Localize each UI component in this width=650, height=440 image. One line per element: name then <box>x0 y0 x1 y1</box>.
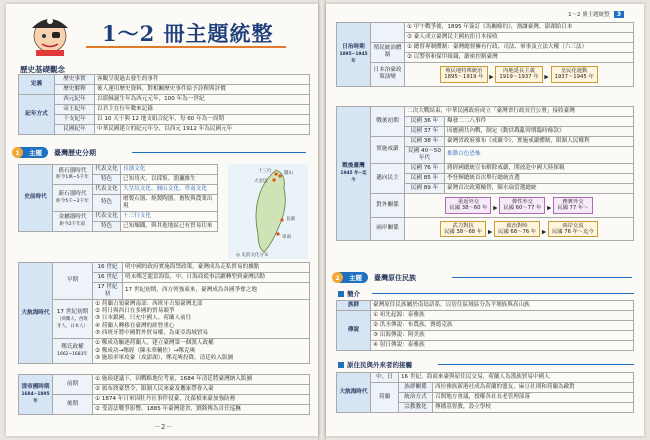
cross-label: 兩岸關係 <box>371 217 405 241</box>
site-marker <box>278 174 281 177</box>
running-header-title: 1～2 冊主題統整 <box>568 12 610 18</box>
foreign-box: 重返外交 民國 38～60 年 <box>445 197 491 214</box>
intro-value: ② 洪水傳說：布農族、賽德克族 <box>371 320 634 330</box>
cal-key: 民國紀年 <box>55 124 95 134</box>
map-caption: ◎ 史前文化分布 <box>236 253 269 258</box>
roc-value: 臺灣首次政黨輪替，陳水扁當選總統 <box>445 183 634 193</box>
period-key: 特色 <box>93 174 121 184</box>
dutch-label: 17 世紀初期 （荷蘭人、西班牙人、日本人） <box>53 299 93 338</box>
site-marker <box>272 178 275 181</box>
roc-value: 二次大戰結束，中華民國政府成立「臺灣省行政長官公署」接收臺灣 <box>405 107 634 117</box>
qing-value: ② 受清法戰爭影響，1885 年臺灣建省，劉銘傳為首任巡撫 <box>93 404 310 414</box>
foreigners-sub: 族群關係 <box>399 382 433 392</box>
voyage-sub: 16 世紀 <box>93 263 123 273</box>
foreigners-sub: 宗教教化 <box>399 402 433 412</box>
roc-key: 邁向民主 <box>371 163 405 193</box>
period-key: 代表文化 <box>93 211 121 221</box>
roc-year: 民國 37 年 <box>405 126 445 136</box>
topic1-number: 1 <box>12 147 23 158</box>
intro-value: ④ 射日傳說：泰雅族 <box>371 340 634 350</box>
map-label: 圓山 <box>284 171 293 176</box>
period-key: 特色 <box>93 194 121 211</box>
cal-key: 干支紀年 <box>55 114 95 124</box>
japan-policy-flow <box>405 62 634 86</box>
zheng-points: ① 鄭成功驅逐荷蘭人，建立臺灣第一個漢人政權 ② 鄭成功→鄭經（陳永華輔佐）→鄭克塽 ③ 施琅率軍攻臺（攻澎湖），鄭克塽投降，清廷收入版圖 <box>93 339 310 364</box>
definition-label: 定義 <box>19 75 55 95</box>
cal-value: 以君主在位年數來記錄 <box>95 104 310 114</box>
arrow-right-icon: ▶ <box>493 205 498 212</box>
topic1-title: 臺灣歷史分期 <box>54 148 96 157</box>
period-key: 特色 <box>93 221 121 231</box>
right-page <box>326 4 644 436</box>
square-bullet-icon <box>338 291 344 297</box>
intro-key: 族群 <box>337 301 371 311</box>
map-label: 十三行 <box>258 169 272 174</box>
period-name: 新石器時代 距今5千~2千年 <box>53 184 93 211</box>
policy-box: 內地延長主義 1919～1937 年 <box>495 66 542 83</box>
roc-value: 臺灣省政府頒布《戒嚴令》，實施戒嚴體制，限制人民權利 <box>445 136 634 146</box>
topic2-rule <box>452 277 632 278</box>
roc-table <box>336 106 634 241</box>
arrow-right-icon: ▶ <box>487 228 493 235</box>
site-marker <box>274 172 277 175</box>
roc-key: 實施戒嚴 <box>371 136 405 163</box>
arrow-right-icon: ▶ <box>489 74 494 81</box>
history-interp-text: 後人運用歷史資料，對相關歷史事件給予詮釋與評價 <box>95 84 310 94</box>
calendar-label: 紀年方式 <box>19 94 55 134</box>
topic1-bar <box>12 147 312 158</box>
intro-table <box>336 300 634 351</box>
japan-table <box>336 22 634 87</box>
history-event-label: 歷史事實 <box>55 75 95 85</box>
foreign-label: 對外關係 <box>371 193 405 217</box>
policy-box: 皇民化運動 1937～1945 年 <box>551 66 598 83</box>
intro-value: 臺灣原住民族屬於南島語系，以居住區域區分為平埔族與高山族 <box>371 301 634 311</box>
map-label: 卑南 <box>282 235 291 240</box>
site-marker <box>280 218 283 221</box>
intro-value: ① 祖先起源：泰雅族 <box>371 310 634 320</box>
intro-key: 傳說 <box>337 310 371 350</box>
basics-table <box>18 74 310 135</box>
period-value: 大坌坑文化、圓山文化、卑南文化 <box>121 184 218 194</box>
foreigners-value: 傳播基督教，設立學校 <box>433 402 634 412</box>
period-value: 長濱文化 <box>121 165 218 175</box>
running-header <box>568 10 624 18</box>
japan-value: ① 甲午戰爭後，1895 年簽訂《馬關條約》，割讓臺灣、澎湖給日本 <box>405 23 634 33</box>
arrow-right-icon: ▶ <box>547 205 552 212</box>
voyage-value: 17 世紀初期，西方列強東來，臺灣成為各國爭奪之地 <box>123 282 310 299</box>
qing-value: ② 頒布渡臺禁令，限制人民來臺及攜家帶眷入臺 <box>93 384 310 394</box>
topic2-number: 2 <box>332 272 343 283</box>
dutch-points: ① 荷蘭占領臺灣南部：西班牙占領臺灣北部 ② 荷日與西日在多國的貿易競爭 ③ 日本鎖國，只允中國人、荷蘭人前往 ④ 荷蘭人轉移在臺灣的經營重心 ⑤ 西班牙將中國對外貿易權，為東亞海域貿易 <box>93 299 310 338</box>
japan-key: 殖民統治體制 <box>371 42 405 62</box>
arrow-right-icon: ▶ <box>544 74 549 81</box>
foreign-flow <box>405 193 634 217</box>
pirate-mascot-icon <box>26 8 74 56</box>
voyage-sub: 17 世紀初 <box>93 282 123 299</box>
arrow-right-icon: ▶ <box>541 228 547 235</box>
qing-table <box>18 374 310 415</box>
intro-heading: 簡介 <box>338 289 360 298</box>
map-label: 長濱 <box>286 217 295 222</box>
cross-box: 武力對抗 民國 38～68 年 <box>440 221 486 238</box>
foreign-box: 彈性外交 民國 60～77 年 <box>499 197 545 214</box>
basics-heading: 歷史基礎觀念 <box>20 65 65 74</box>
cal-key: 西元紀年 <box>55 94 95 104</box>
foreigners-value: 16 世紀，海商來臺與原住民交易，荷蘭人為漢族貿易中國人 <box>399 373 634 383</box>
roc-value: 推動白色恐怖 <box>445 146 634 163</box>
topic2-title: 臺灣原住民族 <box>374 273 416 282</box>
map-label: 大坌坑 <box>254 179 268 184</box>
intro-value: ③ 出海傳說：阿美族 <box>371 330 634 340</box>
foreigners-heading: 原住民與外來者的接觸 <box>338 360 412 369</box>
topic1-rule <box>132 152 306 153</box>
topic1-tag: 主題 <box>19 147 48 158</box>
voyage-label: 大航海時代 <box>19 263 53 364</box>
policy-box: 殖民地特殊統治 1895～1919 年 <box>440 66 487 83</box>
roc-year: 民國 89 年 <box>405 183 445 193</box>
period-value: 已知用火，以採集、漁獵維生 <box>121 174 218 184</box>
period-key: 代表文化 <box>93 165 121 175</box>
prehistory-label: 史前時代 <box>19 165 53 232</box>
roc-key: 戰後初期 <box>371 107 405 137</box>
japan-policy-label: 日本治臺政策演變 <box>371 62 405 86</box>
foreigners-sub: 統治方式 <box>399 392 433 402</box>
roc-value: 李登輝總統首次舉行總統直選 <box>445 173 634 183</box>
foreigners-label: 大航海時代 <box>337 373 371 413</box>
period-value: 已知煉鐵，與其他地區已有貿易往來 <box>121 221 218 231</box>
zheng-label: 鄭氏政權 1662~1683年 <box>53 339 93 364</box>
qing-label: 清帝國時期 1684~1895年 <box>19 375 53 415</box>
topic2-tag: 主題 <box>339 272 368 283</box>
japan-key <box>371 23 405 43</box>
japan-value: ① 總督專制體制：臺灣總督擁有行政、司法、軍事及立法大權（六三法） <box>405 42 634 52</box>
roc-label: 戰後臺灣 1945 年~迄今 <box>337 107 371 241</box>
title-divider <box>86 46 286 48</box>
book-gutter <box>318 0 326 440</box>
period-name: 舊石器時代 距今1萬~5千年 <box>53 165 93 185</box>
voyage-sub: 16 世紀 <box>93 272 123 282</box>
history-event-text: 客觀呈現過去發生的事件 <box>95 75 310 85</box>
qing-value: ① 施琅建議下，因戰略地位考量，1684 年清廷將臺灣納入版圖 <box>93 375 310 385</box>
foreigners-table <box>336 372 634 413</box>
period-key: 代表文化 <box>93 184 121 194</box>
japan-value: ② 以警察和保甲組織，嚴密控制臺灣 <box>405 52 634 62</box>
roc-year: 民國 85 年 <box>405 173 445 183</box>
cal-key: 帝王紀年 <box>55 104 95 114</box>
foreigners-key: 中、日 <box>371 373 399 383</box>
cross-flow <box>405 217 634 241</box>
japan-label: 日治時期 1895~1945 年 <box>337 23 371 87</box>
cross-box: 兩岸交流 民國 76 年～迄今 <box>548 221 598 238</box>
cross-box: 政治對峙 民國 68～76 年 <box>494 221 540 238</box>
roc-value: 因應國共內戰，制定《動員戡亂時期臨時條款》 <box>445 126 634 136</box>
foreigners-value: 西拉雅族新港社成為荷蘭的盟友，麻豆社則和荷蘭為敵對 <box>433 382 634 392</box>
running-page-number: 3 <box>614 11 624 18</box>
square-bullet-icon <box>338 362 344 368</box>
cal-value: 以 10 天干與 12 地支組合紀年，每 60 年為一周期 <box>95 114 310 124</box>
intro-rule <box>372 293 634 294</box>
period-value: 十三行文化 <box>121 211 218 221</box>
period-value: 磨製石器、燒製陶器，畜牧與農業出現 <box>121 194 218 211</box>
voyage-table <box>18 262 310 364</box>
period-name: 金屬器時代 距今2千年前 <box>53 211 93 231</box>
foreigners-value: 召開地方會議，授權各社長老管理部落 <box>433 392 634 402</box>
page-number: －2－ <box>154 423 173 431</box>
history-interp-label: 歷史解釋 <box>55 84 95 94</box>
roc-value: 爆發二二八事件 <box>445 116 634 126</box>
site-marker <box>276 232 279 235</box>
roc-year: 民國 76 年 <box>405 163 445 173</box>
page-title: 1～2 冊主題統整 <box>102 21 274 46</box>
japan-value: ② 臺人成立臺灣民主國抗拒日本接收 <box>405 32 634 42</box>
voyage-early: 早期 <box>53 263 93 300</box>
taiwan-map-icon <box>228 164 308 259</box>
foreigners-key: 荷蘭 <box>371 382 399 412</box>
voyage-value: 明末鄭芝龍當海盜，中、日海商從事活躍轉型到臺灣活動 <box>123 272 310 282</box>
roc-year: 民國 36 年 <box>405 116 445 126</box>
topic2-bar <box>332 272 638 283</box>
voyage-value: 明中國的政府實施海禁政策，臺灣成為走私貿易的據點 <box>123 263 310 273</box>
prehistory-table <box>18 164 218 232</box>
qing-key: 後期 <box>53 394 93 414</box>
foreign-box: 務實外交 民國 77 年～ <box>553 197 592 214</box>
qing-value: ① 1874 年日軍因牡丹社事件侵臺，沈葆楨來臺加強防務 <box>93 394 310 404</box>
roc-year: 民國 38 年 <box>405 136 445 146</box>
cal-value: 中華民國建立的紀元年分，以西元 1912 年為民國元年 <box>95 124 310 134</box>
cal-value: 以耶穌誕生年為西元元年，100 年為一世紀 <box>95 94 310 104</box>
qing-key: 前期 <box>53 375 93 395</box>
foreigners-rule <box>438 364 634 365</box>
roc-value: 蔣經國總統宣布解除戒嚴，開放赴中國大陸探親 <box>445 163 634 173</box>
left-page <box>6 4 318 436</box>
roc-year: 民國 40～50 年代 <box>405 146 445 163</box>
